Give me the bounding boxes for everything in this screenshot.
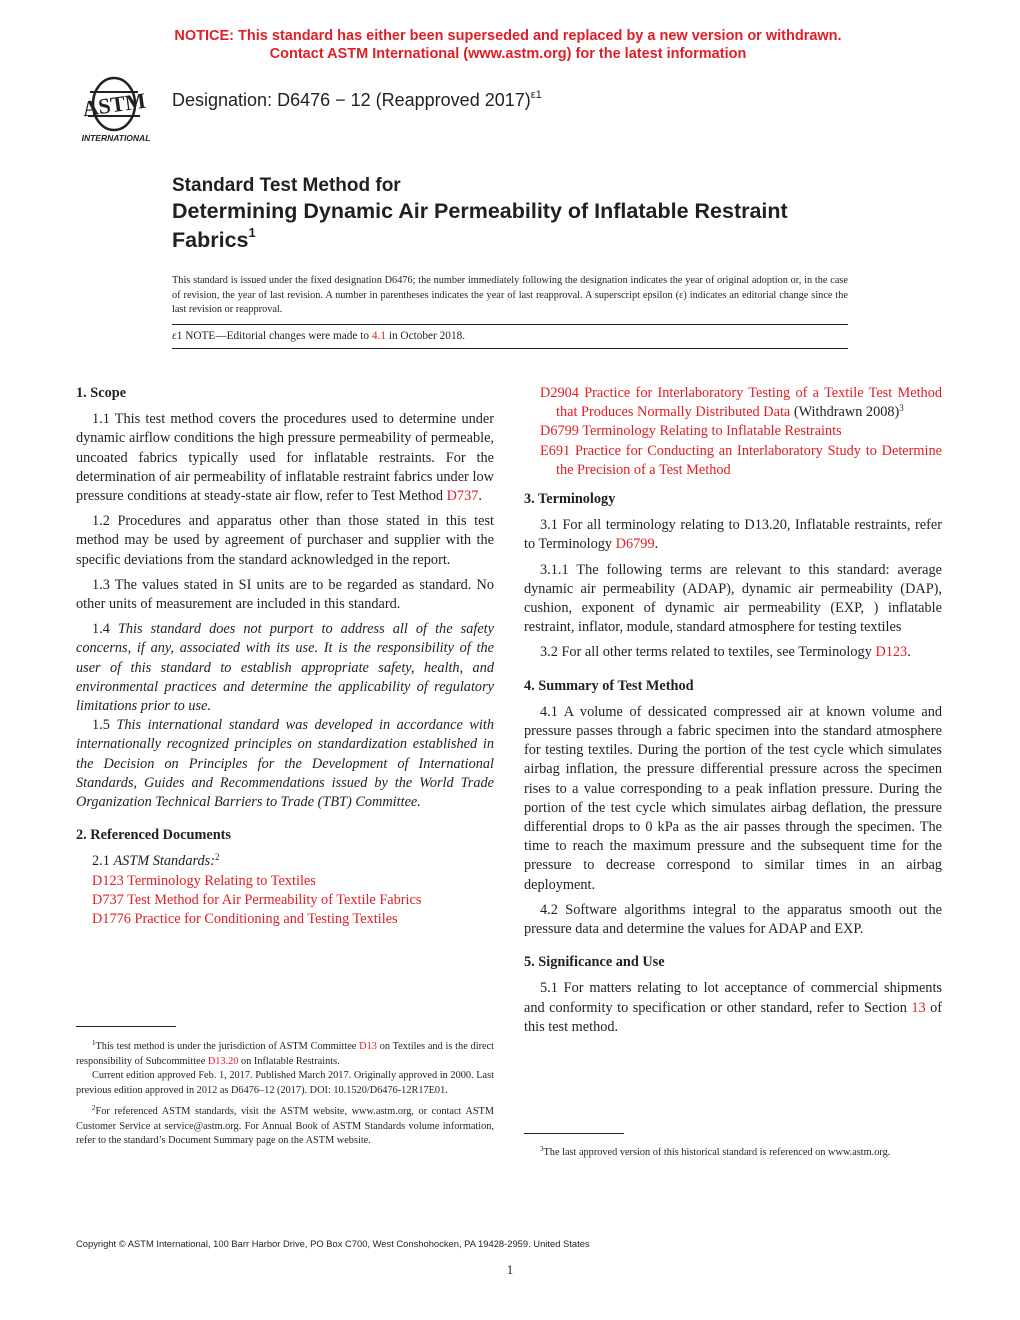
designation-label: Designation: D6476 − 12 (Reapproved 2017)	[172, 90, 531, 110]
link-d13[interactable]: D13	[359, 1041, 377, 1052]
section-3-2	[524, 643, 942, 662]
notice-line-2: Contact ASTM International (www.astm.org) for the latest information	[269, 46, 747, 62]
ref-d1776[interactable]	[76, 910, 494, 929]
ref-d6799[interactable]	[524, 422, 942, 441]
ref-d6799-title[interactable]: Terminology Relating to Inflatable Restraints	[578, 423, 842, 440]
title-fabrics: Fabrics	[172, 228, 249, 252]
section-4-1: 4.1 A volume of dessicated compressed air at known volume and pressure passes through a fabric specimen into the standard atmosphere for testing textiles. During the portion of the test cycle which simulates airbag inflation, the pressure differential pressure across the specimen rises to a value corresponding to a peak inflation pressure. During the portion of the test cycle which simulates airbag deflation, the pressure differential drops to 0 kPa as the air passes through the specimen. The time to reach the maximum pressure and the subsequent time for the pressure to decrease correspond to similar times in an airbag deployment.	[524, 703, 942, 893]
ref-e691-title[interactable]: Practice for Conducting an Interlaboratory Study to Determine the Precision of a Test Method	[556, 442, 942, 478]
ref-d1776-title[interactable]: Practice for Conditioning and Testing Textiles	[130, 911, 398, 928]
ref-d2904-note: (Withdrawn 2008)	[790, 404, 900, 421]
footnote-1-a: This test method is under the jurisdiction of ASTM Committee	[95, 1041, 360, 1052]
footnote-1-mark: 1	[92, 1039, 96, 1047]
section-1-1-end: .	[478, 488, 482, 505]
footnote-3-mark: 3	[540, 1145, 544, 1153]
ref-d737[interactable]	[76, 891, 494, 910]
section-1-5-text: This international standard was developed in accordance with internationally recognized principles on standardization established in the Decision on Principles for the Development of International Standards, Guides and Recommendations issued by the World Trade Organization Technical Barriers to Trade (TBT) Committee.	[76, 717, 494, 811]
footnote-divider-left	[76, 1026, 176, 1027]
link-d6799[interactable]: D6799	[615, 536, 655, 553]
section-2-1-num: 2.1	[92, 853, 114, 870]
section-2-heading: 2. Referenced Documents	[76, 827, 231, 844]
section-3-2-end: .	[907, 644, 911, 661]
editorial-note-suffix: in October 2018.	[386, 330, 466, 342]
footnote-2	[76, 1101, 494, 1149]
section-5-1-text: 5.1 For matters relating to lot acceptance of commercial shipments and conformity to specification or other standard, refer to Section	[524, 980, 942, 1016]
copyright: Copyright © ASTM International, 100 Barr Harbor Drive, PO Box C700, West Conshohocken, PA 19428-2959. United States	[76, 1238, 590, 1249]
ref-e691-code[interactable]: E691	[540, 442, 571, 459]
footnote-1-b: on Textiles and is the direct responsibility of Subcommittee	[76, 1041, 494, 1067]
title-line-3	[172, 225, 256, 253]
link-d123[interactable]: D123	[875, 644, 908, 661]
section-3-1-1: 3.1.1 The following terms are relevant to this standard: average dynamic air permeability (ADAP), dynamic air permeability (DAP), cushion, exponent of dynamic air permeability (EXP, ) inflatable restraint, inflator, module, standard atmosphere for testing textiles	[524, 561, 942, 636]
section-1-heading: 1. Scope	[76, 385, 127, 401]
title-line-2: Determining Dynamic Air Permeability of Inflatable Restraint	[172, 199, 788, 223]
footnote-2-mark: 2	[92, 1104, 96, 1112]
section-5-heading: 5. Significance and Use	[524, 954, 665, 971]
footnote-1-edition: Current edition approved Feb. 1, 2017. Published March 2017. Originally approved in 2000. Last previous edition approved in 2012 as D6476–12 (2017). DOI: 10.1520/D6476-12R17E01.	[76, 1070, 494, 1096]
astm-logo	[74, 74, 160, 146]
section-1-2: 1.2 Procedures and apparatus other than those stated in this test method may be used by agreement of purchaser and supplier with the specific deviations from the standard acknowledged in the report.	[76, 513, 494, 568]
section-3-1-end: .	[654, 536, 659, 553]
logo-text: ASTM	[80, 87, 148, 122]
section-1-5	[76, 716, 494, 812]
section-1-4-text: This standard does not purport to address all of the safety concerns, if any, associated with its use. It is the responsibility of the user of this standard to establish appropriate safety, health, and environmental practices and determine the applicability of regulatory limitations prior to use.	[76, 621, 494, 715]
divider-top	[172, 324, 848, 325]
section-4-2: 4.2 Software algorithms integral to the apparatus smooth out the pressure data and determine the values for ADAP and EXP.	[524, 901, 942, 938]
section-2-1-text: ASTM Standards:	[113, 853, 215, 870]
ref-d123-title[interactable]: Terminology Relating to Textiles	[123, 872, 316, 889]
divider-bottom	[172, 348, 848, 349]
section-2-1	[76, 852, 494, 871]
section-3-heading: 3. Terminology	[524, 491, 616, 508]
ref-e691[interactable]	[524, 442, 942, 480]
ref-d1776-code[interactable]: D1776	[92, 911, 131, 928]
ref-d2904-code[interactable]: D2904	[540, 385, 579, 401]
section-1-4	[76, 620, 494, 716]
section-4-heading: 4. Summary of Test Method	[524, 677, 694, 694]
footnote-divider-right	[524, 1133, 624, 1134]
section-5-1-end: of this test method.	[524, 999, 942, 1035]
footnote-1-c: on Inflatable Restraints.	[238, 1055, 340, 1067]
footnotes-right	[524, 1142, 942, 1161]
section-1-1-text: 1.1 This test method covers the procedures used to determine under dynamic airflow conditions the high pressure permeability of permeable, uncoated fabrics typically used for inflatable restraints. For the determination of air permeability of inflatable restraint fabrics under low pressure conditions at steady-state air flow, refer to Test Method	[76, 411, 494, 505]
title-line-1: Standard Test Method for	[172, 175, 401, 196]
left-column	[76, 384, 494, 929]
designation	[172, 89, 542, 111]
ref-d2904-mark: 3	[899, 403, 904, 414]
ref-d123[interactable]	[76, 872, 494, 891]
link-section-13[interactable]: 13	[911, 999, 926, 1016]
editorial-note	[172, 330, 465, 342]
ref-d2904-title[interactable]: Practice for Interlaboratory Testing of a Textile Test Method that Produces Normally Distributed Data	[556, 385, 942, 421]
link-d737[interactable]: D737	[446, 488, 479, 505]
footnote-3	[524, 1142, 942, 1161]
section-5-1	[524, 979, 942, 1037]
section-1-1	[76, 410, 494, 506]
footnote-1	[76, 1036, 494, 1069]
logo-subtext: INTERNATIONAL	[81, 133, 151, 143]
notice-line-1: NOTICE: This standard has either been superseded and replaced by a new version or withdrawn.	[174, 28, 842, 44]
editorial-note-link[interactable]: 4.1	[371, 330, 386, 342]
ref-d6799-code[interactable]: D6799	[540, 423, 579, 440]
section-2-1-mark: 2	[215, 852, 220, 863]
link-d13-20[interactable]: D13.20	[207, 1055, 239, 1067]
footnote-3-text: The last approved version of this historical standard is referenced on www.astm.org.	[543, 1147, 891, 1158]
ref-d2904[interactable]	[524, 384, 942, 422]
section-1-5-num: 1.5	[92, 717, 117, 734]
page-number: 1	[506, 1262, 514, 1277]
editorial-note-prefix: ε1 NOTE—Editorial changes were made to	[172, 330, 372, 342]
astm-logo-icon	[74, 74, 160, 146]
section-3-2-text: 3.2 For all other terms related to textiles, see Terminology	[540, 644, 876, 661]
footnotes-left	[76, 1036, 494, 1149]
section-1-4-num: 1.4	[92, 621, 118, 638]
title-footnote-mark: 1	[248, 225, 256, 240]
ref-d123-code[interactable]: D123	[92, 872, 124, 889]
section-3-1-text: 3.1 For all terminology relating to D13.20, Inflatable restraints, refer to Terminology	[524, 517, 942, 553]
ref-d737-code[interactable]: D737	[92, 891, 124, 908]
footnote-2-text: For referenced ASTM standards, visit the ASTM website, www.astm.org, or contact ASTM Customer Service at service@astm.org. For Annual Book of ASTM Standards volume information, refer to the standard’s Document Summary page on the ASTM website.	[76, 1106, 494, 1146]
section-3-1	[524, 516, 942, 554]
section-1-3: 1.3 The values stated in SI units are to be regarded as standard. No other units of measurement are included in this standard.	[76, 576, 494, 613]
issuance-statement: This standard is issued under the fixed designation D6476; the number immediately following the designation indicates the year of original adoption or, in the case of revision, the year of last revision. A number in parentheses indicates the year of last reapproval. A superscript epsilon (ε) indicates an editorial change since the last revision or reapproval.	[172, 275, 848, 315]
right-column	[524, 384, 942, 1043]
designation-epsilon: ε1	[530, 89, 542, 101]
ref-d737-title[interactable]: Test Method for Air Permeability of Textile Fabrics	[123, 891, 422, 908]
